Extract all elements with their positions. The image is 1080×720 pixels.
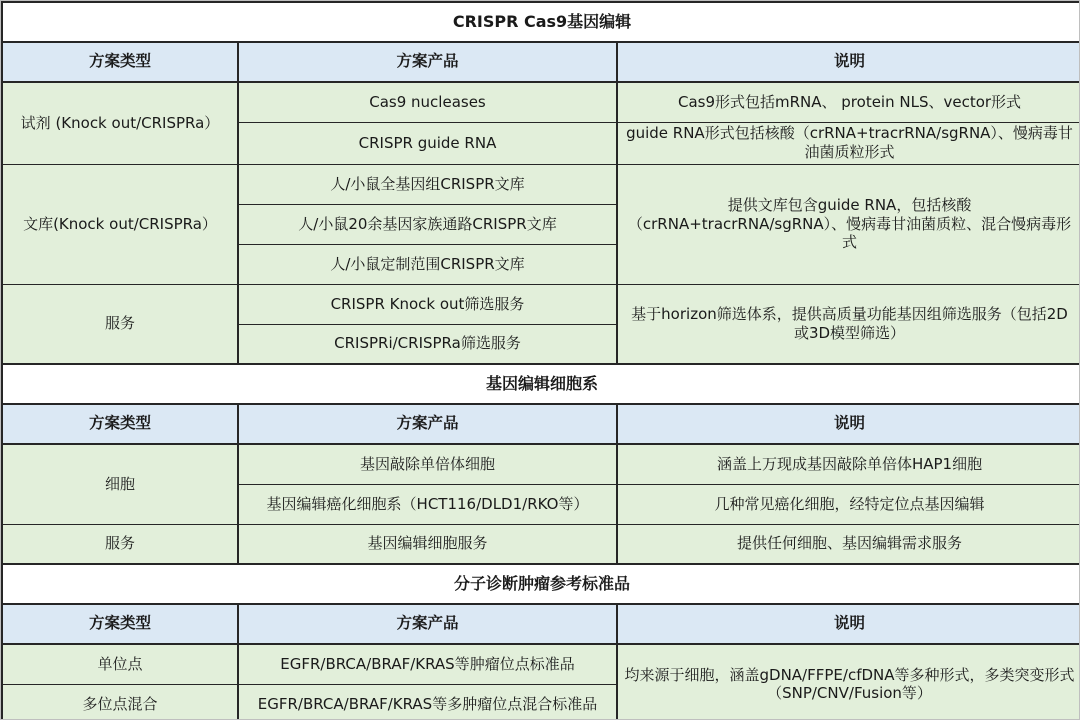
desc-cell: 几种常见癌化细胞，经特定位点基因编辑	[617, 484, 1080, 524]
column-header-desc: 说明	[617, 604, 1080, 644]
table-row	[2, 524, 1080, 564]
table-row	[2, 644, 1080, 684]
type-cell: 试剂 (Knock out/CRISPRa）	[2, 82, 238, 164]
product-cell: CRISPR Knock out筛选服务	[238, 284, 617, 324]
product-cell: Cas9 nucleases	[238, 82, 617, 122]
section-3-title-row	[2, 564, 1080, 604]
desc-cell: guide RNA形式包括核酸（crRNA+tracrRNA/sgRNA）、慢病毒甘油菌质粒形式	[617, 122, 1080, 164]
type-cell: 多位点混合	[2, 684, 238, 720]
product-cell: CRISPRi/CRISPRa筛选服务	[238, 324, 617, 364]
column-header-type: 方案类型	[2, 404, 238, 444]
product-cell: 基因编辑癌化细胞系（HCT116/DLD1/RKO等）	[238, 484, 617, 524]
column-header-desc: 说明	[617, 404, 1080, 444]
table-row	[2, 284, 1080, 324]
section-1-header-row	[2, 42, 1080, 82]
table-row	[2, 164, 1080, 204]
column-header-type: 方案类型	[2, 604, 238, 644]
section-title: CRISPR Cas9基因编辑	[2, 2, 1080, 42]
product-cell: 人/小鼠定制范围CRISPR文库	[238, 244, 617, 284]
product-cell: 人/小鼠全基因组CRISPR文库	[238, 164, 617, 204]
type-cell: 服务	[2, 284, 238, 364]
desc-cell: 基于horizon筛选体系，提供高质量功能基因组筛选服务（包括2D或3D模型筛选）	[617, 284, 1080, 364]
column-header-product: 方案产品	[238, 404, 617, 444]
product-cell: 基因敲除单倍体细胞	[238, 444, 617, 484]
type-cell: 服务	[2, 524, 238, 564]
section-title: 基因编辑细胞系	[2, 364, 1080, 404]
column-header-desc: 说明	[617, 42, 1080, 82]
section-3-header-row	[2, 604, 1080, 644]
type-cell: 单位点	[2, 644, 238, 684]
section-2-header-row	[2, 404, 1080, 444]
desc-cell: 均来源于细胞，涵盖gDNA/FFPE/cfDNA等多种形式，多类突变形式（SNP/CNV/Fusion等）	[617, 644, 1080, 720]
type-cell: 文库(Knock out/CRISPRa）	[2, 164, 238, 284]
desc-cell: 提供任何细胞、基因编辑需求服务	[617, 524, 1080, 564]
product-cell: EGFR/BRCA/BRAF/KRAS等多肿瘤位点混合标准品	[238, 684, 617, 720]
column-header-type: 方案类型	[2, 42, 238, 82]
desc-cell: 提供文库包含guide RNA，包括核酸（crRNA+tracrRNA/sgRNA）、慢病毒甘油菌质粒、混合慢病毒形式	[617, 164, 1080, 284]
column-header-product: 方案产品	[238, 42, 617, 82]
section-title: 分子诊断肿瘤参考标准品	[2, 564, 1080, 604]
section-2-title-row	[2, 364, 1080, 404]
product-cell: CRISPR guide RNA	[238, 122, 617, 164]
product-cell: 人/小鼠20余基因家族通路CRISPR文库	[238, 204, 617, 244]
section-1-title-row	[2, 2, 1080, 42]
crispr-products-table	[1, 1, 1080, 720]
table-row	[2, 82, 1080, 122]
product-cell: 基因编辑细胞服务	[238, 524, 617, 564]
type-cell: 细胞	[2, 444, 238, 524]
product-cell: EGFR/BRCA/BRAF/KRAS等肿瘤位点标准品	[238, 644, 617, 684]
desc-cell: Cas9形式包括mRNA、 protein NLS、vector形式	[617, 82, 1080, 122]
column-header-product: 方案产品	[238, 604, 617, 644]
desc-cell: 涵盖上万现成基因敲除单倍体HAP1细胞	[617, 444, 1080, 484]
table-row	[2, 444, 1080, 484]
